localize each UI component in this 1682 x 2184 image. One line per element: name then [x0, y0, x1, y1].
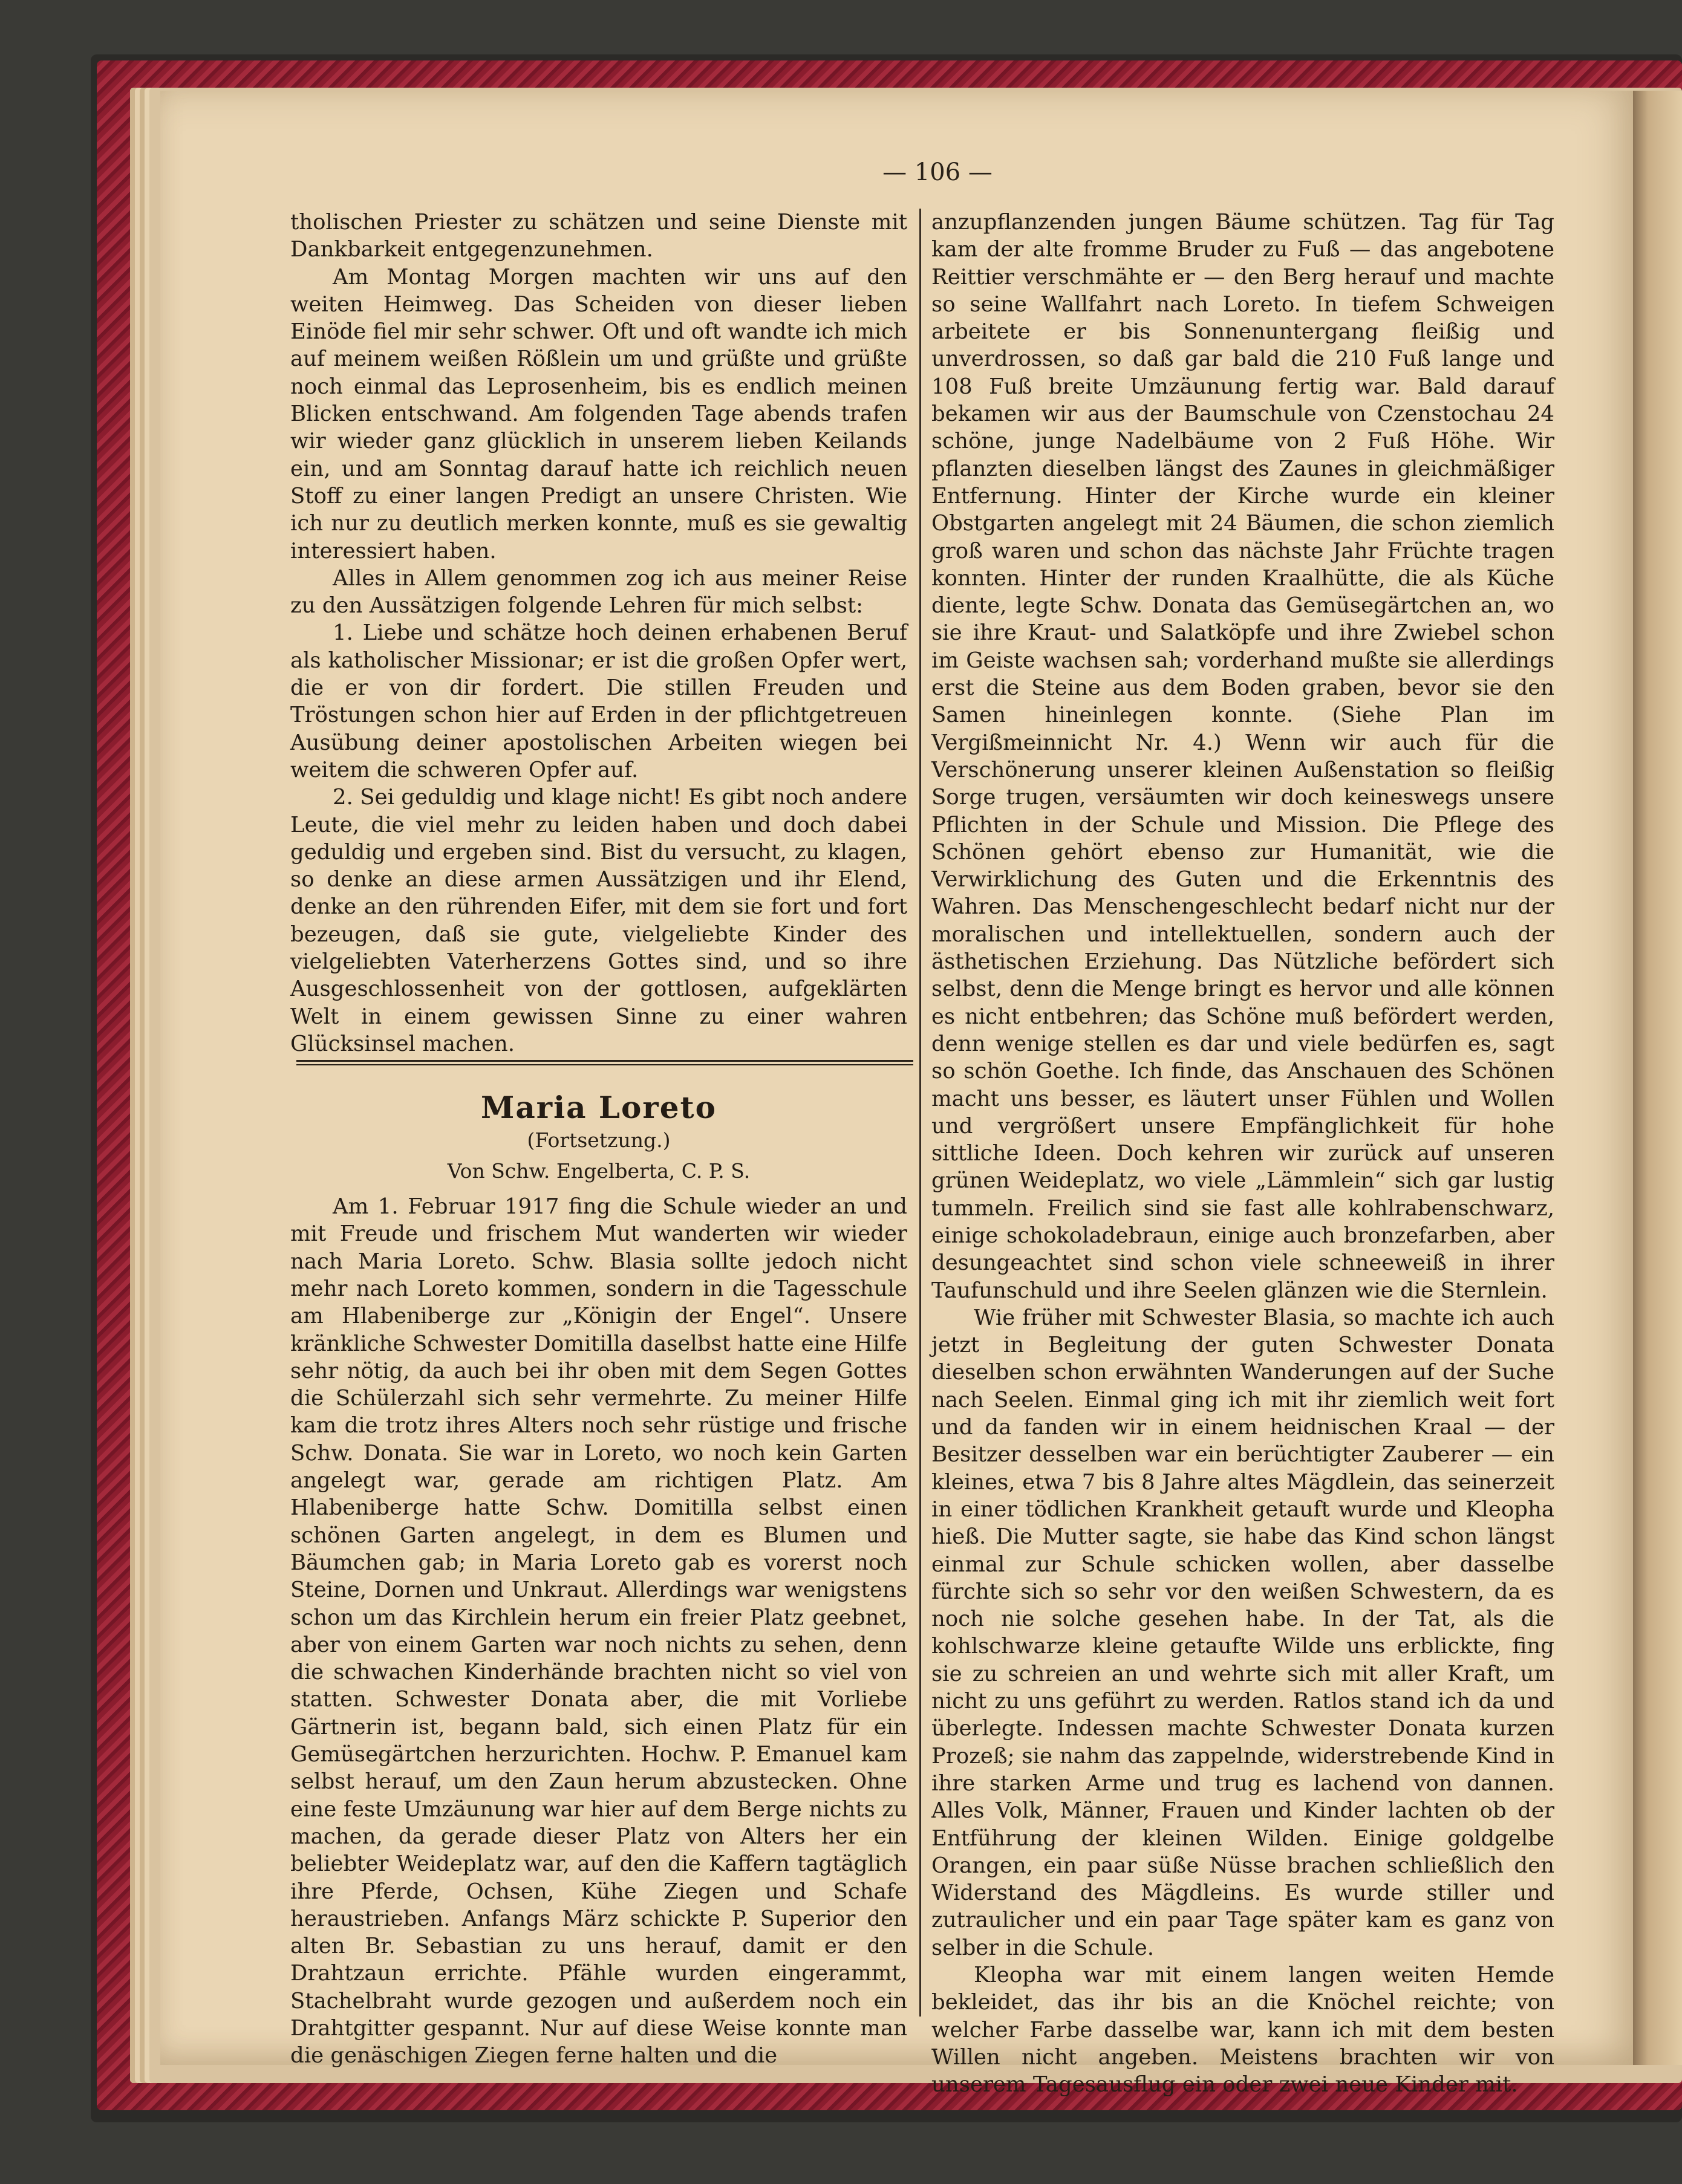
- section-separator: [296, 1060, 913, 1065]
- paragraph: tholischen Priester zu schätzen und seine Dienste mit Dankbarkeit entgegenzunehmen.: [290, 210, 907, 262]
- paragraph: Am Montag Morgen machten wir uns auf den weiten Heimweg. Das Scheiden von dieser lieben Einöde fiel mir sehr schwer. Oft und oft wandte ich mich auf meinem weißen Rößlein um und grüßte und grüßte noch einmal das Leprosenheim, bis es endlich meinen Blicken entschwand. Am folgenden Tage abends trafen wir wieder ganz glücklich in unserem lieben Keilands ein, und am Sonntag darauf hatte ich reichlich neuen Stoff zu einer langen Predigt an unsere Christen. Wie ich nur zu deutlich merken konnte, muß es sie gewaltig interessiert haben.: [290, 264, 907, 564]
- page-number: — 106 —: [882, 158, 993, 186]
- paragraph: Alles in Allem genommen zog ich aus meiner Reise zu den Aussätzigen folgende Lehren für mich selbst:: [290, 565, 907, 619]
- paragraph: anzupflanzenden jungen Bäume schützen. Tag für Tag kam der alte fromme Bruder zu Fuß — das angebotene Reittier verschmähte er — den Berg herauf und machte so seine Wallfahrt nach Loreto. In tiefem Schweigen arbeitete er bis Sonnenuntergang fleißig und unverdrossen, so daß gar bald die 210 Fuß lange und 108 Fuß breite Umzäunung fertig war. Bald darauf bekamen wir aus der Baumschule von Czenstochau 24 schöne, junge Nadelbäume von 2 Fuß Höhe. Wir pflanzten dieselben längst des Zaunes in gleichmäßiger Entfernung. Hinter der Kirche wurde ein kleiner Obstgarten angelegt mit 24 Bäumen, die schon ziemlich groß waren und schon das nächste Jahr Früchte tragen konnten. Hinter der runden Kraalhütte, die als Küche diente, legte Schw. Donata das Gemüsegärtchen an, wo sie ihre Kraut- und Salatköpfe und ihre Zwiebel schon im Geiste wachsen sah; vorderhand mußte sie allerdings erst die Steine aus dem Boden graben, bevor sie den Samen hineinlegen konnte. (Siehe Plan im Vergißmeinnicht Nr. 4.) Wenn wir auch für die Verschönerung unserer kleinen Außenstation so fleißig Sorge trugen, versäumten wir doch keineswegs unsere Pflichten in der Schule und Mission. Die Pflege des Schönen gehört ebenso zur Humanität, wie die Verwirklichung des Guten und die Erkenntnis des Wahren. Das Menschengeschlecht bedarf nicht nur der moralischen und intellektuellen, sondern auch der ästhetischen Erziehung. Das Nützliche befördert sich selbst, denn die Menge bringt es hervor und alle können es nicht entbehren; das Schöne muß befördert werden, denn wenige stellen es dar und viele bedürfen es, sagt so schön Goethe. Ich finde, das Anschauen des Schönen macht uns besser, es läutert unser Fühlen und Wollen und vergrößert unsere Empfänglichkeit für hohe sittliche Ideen. Doch kehren wir zurück auf unseren grünen Weideplatz, wo viele „Lämmlein“ sich gar lustig tummeln. Freilich sind sie fast alle kohlrabenschwarz, einige schokoladebraun, einige auch bronzefarben, aber desungeachtet sind schon viele schneeweiß in ihrer Taufunschuld und ihre Seelen glänzen wie die Sternlein.: [931, 210, 1554, 1303]
- article-subtitle: (Fortsetzung.): [527, 1128, 671, 1152]
- paragraph: 1. Liebe und schätze hoch deinen erhabenen Beruf als katholischer Missionar; er ist die großen Opfer wert, die er von dir fordert. Die stillen Freuden und Tröstungen schon hier auf Erden in der pflichtgetreuen Ausübung deiner apostolischen Arbeiten wiegen bei weitem die schweren Opfer auf.: [290, 620, 907, 782]
- paragraph: Kleopha war mit einem langen weiten Hemde bekleidet, das ihr bis an die Knöchel reichte; von welcher Farbe dasselbe war, kann ich mit dem besten Willen nicht angeben. Meistens brachten wir von unserem Tagesausflug ein oder zwei neue Kinder mit.: [931, 1963, 1554, 2098]
- right-column: [931, 209, 1554, 2098]
- paragraph: Am 1. Februar 1917 fing die Schule wieder an und mit Freude und frischem Mut wanderten wir wieder nach Maria Loreto. Schw. Blasia sollte jedoch nicht mehr nach Loreto kommen, sondern in die Tagesschule am Hlabeniberge zur „Königin der Engel“. Unsere kränkliche Schwester Domitilla daselbst hatte eine Hilfe sehr nötig, da auch bei ihr oben mit dem Segen Gottes die Schülerzahl sich sehr vermehrte. Zu meiner Hilfe kam die trotz ihres Alters noch sehr rüstige und frische Schw. Donata. Sie war in Loreto, wo noch kein Garten angelegt war, gerade am richtigen Platz. Am Hlabeniberge hatte Schw. Domitilla selbst einen schönen Garten angelegt, in dem es Blumen und Bäumchen gab; in Maria Loreto gab es vorerst noch Steine, Dornen und Unkraut. Allerdings war wenigstens schon um das Kirchlein herum ein freier Platz geebnet, aber von einem Garten war noch nichts zu sehen, denn die schwachen Kinderhände brachten nicht so viel von statten. Schwester Donata aber, die mit Vorliebe Gärtnerin ist, begann bald, sich einen Platz für ein Gemüsegärtchen herzurichten. Hochw. P. Emanuel kam selbst herauf, um den Zaun herum abzustecken. Ohne eine feste Umzäunung war hier auf dem Berge nichts zu machen, da gerade dieser Platz von Alters her ein beliebter Weideplatz war, auf den die Kaffern tagtäglich ihre Pferde, Ochsen, Kühe Ziegen und Schafe heraustrieben. Anfangs März schickte P. Superior den alten Br. Sebastian zu uns herauf, damit er den Drahtzaun errichte. Pfähle wurden eingerammt, Stachelbraht wurde gezogen und außerdem noch ein Drahtgitter gespannt. Nur auf diese Weise konnte man die genäschigen Ziegen ferne halten und die: [290, 1194, 907, 2069]
- left-column: [290, 209, 907, 2070]
- facing-page-edge: [1633, 91, 1682, 2065]
- article-title: Maria Loreto: [481, 1090, 717, 1126]
- column-divider: [919, 209, 921, 2017]
- article-author: Von Schw. Engelberta, C. P. S.: [447, 1159, 751, 1183]
- paragraph: Wie früher mit Schwester Blasia, so machte ich auch jetzt in Begleitung der guten Schwester Donata dieselben schon erwähnten Wanderungen auf der Suche nach Seelen. Einmal ging ich mit ihr ziemlich weit fort und da fanden wir in einem heidnischen Kraal — der Besitzer desselben war ein berüchtigter Zauberer — ein kleines, etwa 7 bis 8 Jahre altes Mägdlein, das seinerzeit in einer tödlichen Krankheit getauft wurde und Kleopha hieß. Die Mutter sagte, sie habe das Kind schon längst einmal zur Schule schicken wollen, aber dasselbe fürchte sich so sehr vor den weißen Schwestern, da es noch nie solche gesehen habe. In der Tat, als die kohlschwarze kleine getaufte Wilde uns erblickte, fing sie zu schreien an und wehrte sich mit aller Kraft, um nicht zu uns geführt zu werden. Ratlos stand ich da und überlegte. Indessen machte Schwester Donata kurzen Prozeß; sie nahm das zappelnde, widerstrebende Kind in ihre starken Arme und trug es lachend von dannen. Alles Volk, Männer, Frauen und Kinder lachten ob der Entführung der kleinen Wilden. Einige goldgelbe Orangen, ein paar süße Nüsse brachen schließlich den Widerstand des Mägdleins. Es wurde stiller und zutraulicher und ein paar Tage später kam es ganz von selber in die Schule.: [931, 1305, 1554, 1960]
- paragraph: 2. Sei geduldig und klage nicht! Es gibt noch andere Leute, die viel mehr zu leiden haben und doch dabei geduldig und ergeben sind. Bist du versucht, zu klagen, so denke an diese armen Aussätzigen und ihr Elend, denke an den rührenden Eifer, mit dem sie fort und fort bezeugen, daß sie gute, vielgeliebte Kinder des vielgeliebten Vaterherzens Gottes sind, und so ihre Ausgeschlossenheit von der gottlosen, aufgeklärten Welt in einem gewissen Sinne zu einer wahren Glücksinsel machen.: [290, 785, 907, 1056]
